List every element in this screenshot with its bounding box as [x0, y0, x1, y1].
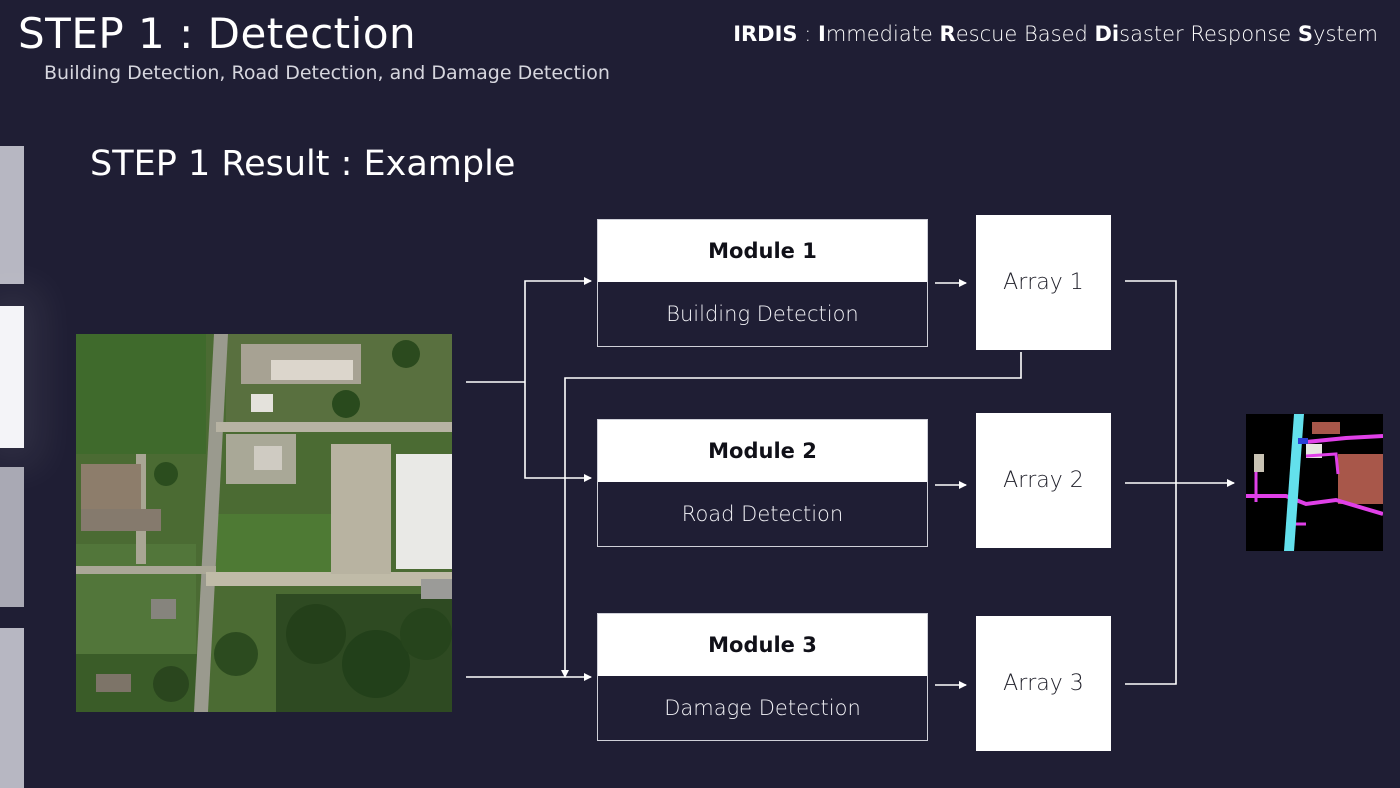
arrow-to-module-1 [525, 281, 591, 382]
module-1-title: Module 1 [598, 220, 927, 282]
brand-word: escue Based [955, 22, 1095, 46]
brand-word: ystem [1313, 22, 1378, 46]
brand-initial: S [1297, 22, 1314, 46]
module-1-task: Building Detection [666, 302, 859, 326]
result-segmentation-image [1246, 414, 1383, 551]
brand-separator: : [797, 22, 818, 46]
page-subtitle: Building Detection, Road Detection, and Damage Detection [44, 62, 610, 84]
brand-initial: Di [1094, 22, 1120, 46]
module-3-title: Module 3 [598, 614, 927, 676]
array-2: Array 2 [976, 413, 1111, 548]
module-3 [597, 613, 928, 741]
module-3-task: Damage Detection [664, 696, 861, 720]
brand-initial: R [939, 22, 956, 46]
module-2-task: Road Detection [681, 502, 844, 526]
module-2-title: Module 2 [598, 420, 927, 482]
brand-word: saster Response [1119, 22, 1298, 46]
brand-initial: I [818, 22, 826, 46]
section-title: STEP 1 Result : Example [90, 144, 516, 184]
arrow-to-module-2 [525, 382, 591, 478]
brand-word: mmediate [825, 22, 940, 46]
array-1: Array 1 [976, 215, 1111, 350]
module-2 [597, 419, 928, 547]
array-3: Array 3 [976, 616, 1111, 751]
module-1 [597, 219, 928, 347]
brand-acronym: IRDIS [733, 22, 798, 46]
page-title: STEP 1 : Detection [18, 9, 417, 58]
